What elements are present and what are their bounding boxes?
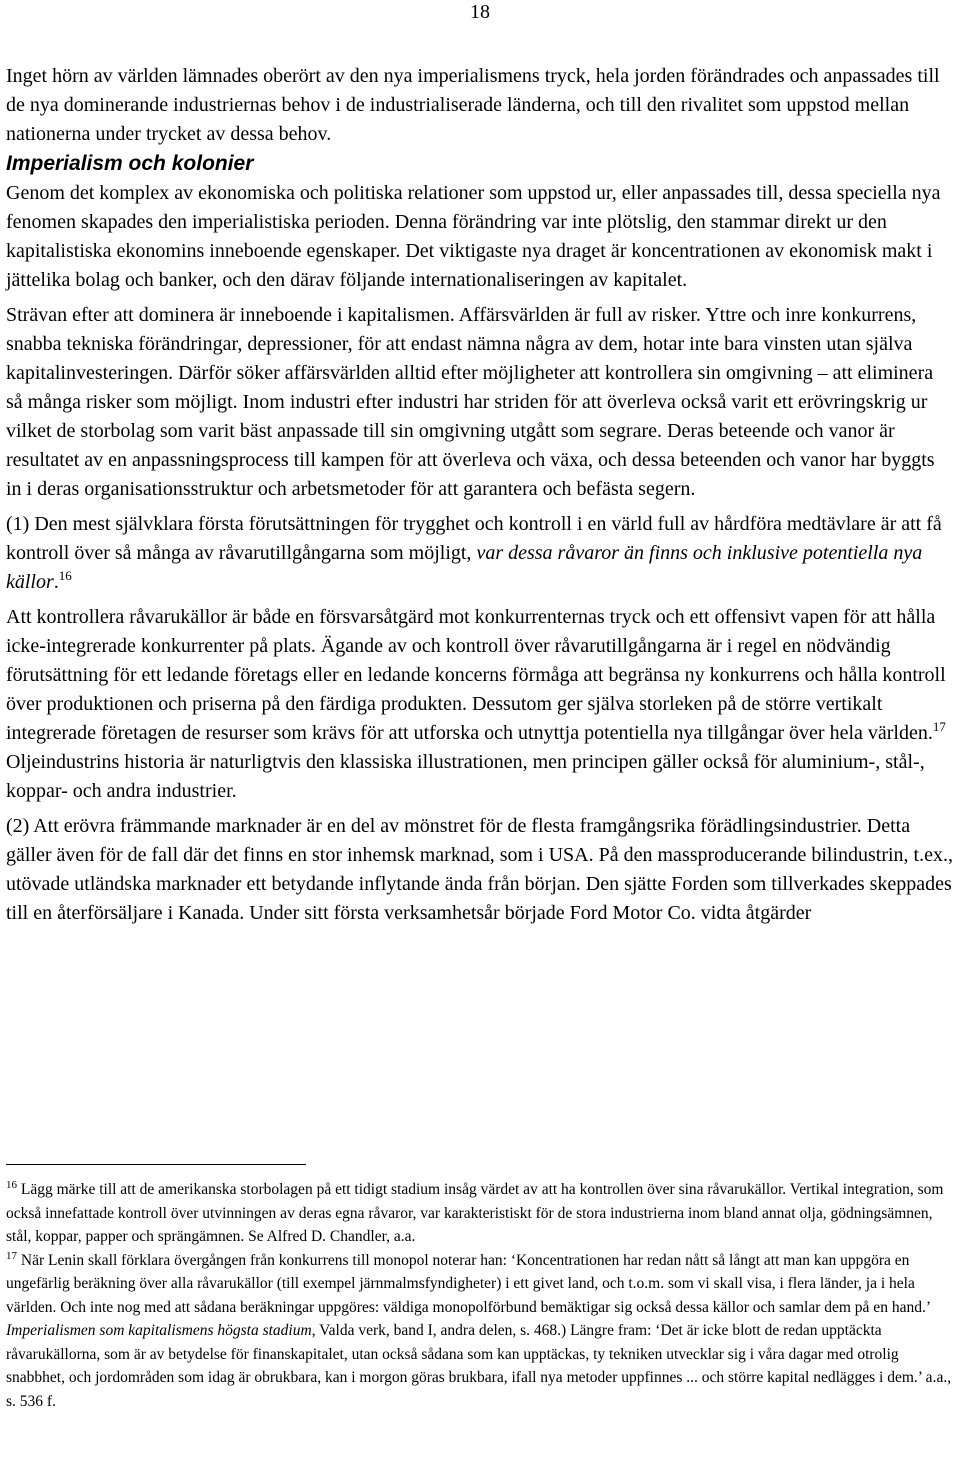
intro-paragraph: Inget hörn av världen lämnades oberört av den nya imperialismens tryck, hela jorden förändrades och anpassades till de nya dominerande industriernas behov i de industrialiserade länderna, och till den rivalitet som uppstod mellan nationerna under trycket av dessa behov. [6,65,940,145]
paragraph-3-end: . [53,571,59,593]
footnote-17-book-title: Imperialismen som kapitalismens högsta stadium [6,1322,312,1339]
paragraph-3-italic: var dessa råvaror än finns och inklusive potentiella nya källor [6,542,923,593]
paragraph-4 [6,603,954,806]
paragraph-3 [6,510,954,597]
footnote-divider [6,1164,306,1165]
footnote-ref-17[interactable]: 17 [932,719,946,734]
footnotes [6,1178,954,1413]
main-text [6,62,954,928]
footnote-17-text: När Lenin skall förklara övergången från konkurrens till monopol noterar han: ‘Koncentrationen har redan nått så långt att man kan uppgöra en ungefärlig beräkning över alla råvarukällor (till exempel järnmalmsfyndigheter) i ett givet land, och t.o.m. som vi skall visa, i flera länder, ja i hela världen. Och inte nog med att sådana beräkningar uppgöres: väldiga monopolförbund bemäktigar sig också dessa källor och samlar dem på en hand.’ [6,1251,930,1316]
footnote-17 [6,1249,954,1414]
paragraph-4-text: Att kontrollera råvarukällor är både en försvarsåtgärd mot konkurrenternas tryck och ett offensivt vapen för att hålla icke-integrerade konkurrenter på plats. Ägande av och kontroll över råvarutillgångarna är i regel en nödvändig förutsättning för ett ledande företags eller en ledande koncerns förmåga att begränsa ny konkurrens och hålla kontroll över produktionen och priserna på den färdiga produkten. Dessutom ger själva storleken på de större vertikalt integrerade företagen de resurser som krävs för att utforska och utnyttja potentiella nya tillgångar över hela världen. [6,606,946,744]
paragraph-4-rest: Oljeindustrins historia är naturligtvis den klassiska illustrationen, men principen gäller också för aluminium-, stål-, koppar- och andra industrier. [6,751,925,802]
footnote-16-number: 16 [6,1179,17,1191]
footnote-16-text: Lägg märke till att de amerikanska storbolagen på ett tidigt stadium insåg värdet av att ha kontrollen över sina råvarukällor. Vertikal integration, som också innefattade kontroll över utvinningen av deras egna råvaror, var karakteristiskt för de stora industrierna inom bland annat olja, gödningsämnen, stål, koppar, papper och sprängämnen. Se Alfred D. Chandler, a.a. [6,1181,944,1245]
footnote-16 [6,1178,954,1249]
footnote-ref-16[interactable]: 16 [58,568,72,583]
paragraph-5: (2) Att erövra främmande marknader är en del av mönstret för de flesta framgångsrika förädlingsindustrier. Detta gäller även för de fall där det finns en stor inhemsk marknad, som i USA. På den massproducerande bilindustrin, t.ex., utövade utländska marknader ett betydande inflytande ända från början. Den sjätte Forden som tillverkades skeppades till en återförsäljare i Kanada. Under sitt första verksamhetsår började Ford Motor Co. vidta åtgärder [6,815,953,924]
footnote-17-number: 17 [6,1249,17,1262]
paragraph-1: Genom det komplex av ekonomiska och politiska relationer som uppstod ur, eller anpassades till, dessa speciella nya fenomen skapades den imperialistiska perioden. Denna förändring var inte plötslig, den stammar direkt ur den kapitalistiska ekonomins inneboende egenskaper. Det viktigaste nya draget är koncentrationen av ekonomisk makt i jättelika bolag och banker, och den därav följande internationaliseringen av kapitalet. [6,182,941,291]
page-number: 18 [470,1,490,23]
paragraph-2: Strävan efter att dominera är inneboende i kapitalismen. Affärsvärlden är full av risker. Yttre och inre konkurrens, snabba tekniska förändringar, depressioner, för att endast nämna några av dem, hotar inte bara vinsten utan själva kapitalinvesteringen. Därför söker affärsvärlden alltid efter möjligheter att kontrollera sin omgivning – att eliminera så många risker som möjligt. Inom industri efter industri har striden för att överleva också varit ett erövringskrig ur vilket de storbolag som varit bäst anpassade till sin omgivning utgått som segrare. Deras beteende och vanor är resultatet av en anpassningsprocess till kampen för att överleva och växa, och dessa beteenden och vanor har byggts in i deras organisationsstruktur och arbetsmetoder för att garantera och befästa segern. [6,304,935,500]
section-heading: Imperialism och kolonier [6,152,254,175]
footnote-17-rest: , Valda verk, band I, andra delen, s. 468.) Längre fram: ‘Det är icke blott de redan upptäckta råvarukällorna, som är av betydelse för finanskapitalet, utan också sådana som kan upptäckas, ty tekniken utvecklar sig i våra dagar med otrolig snabbhet, och jordområden som idag är obrukbara, kan i morgon göras brukbara, ifall nya metoder uppfinnes ... och större kapital nedlägges i dem.’ a.a., s. 536 f. [6,1322,952,1410]
paragraph-3-text: (1) Den mest självklara första förutsättningen för trygghet och kontroll i en värld full av hårdföra medtävlare är att få kontroll över så många av råvarutillgångarna som möjligt, [6,513,942,564]
